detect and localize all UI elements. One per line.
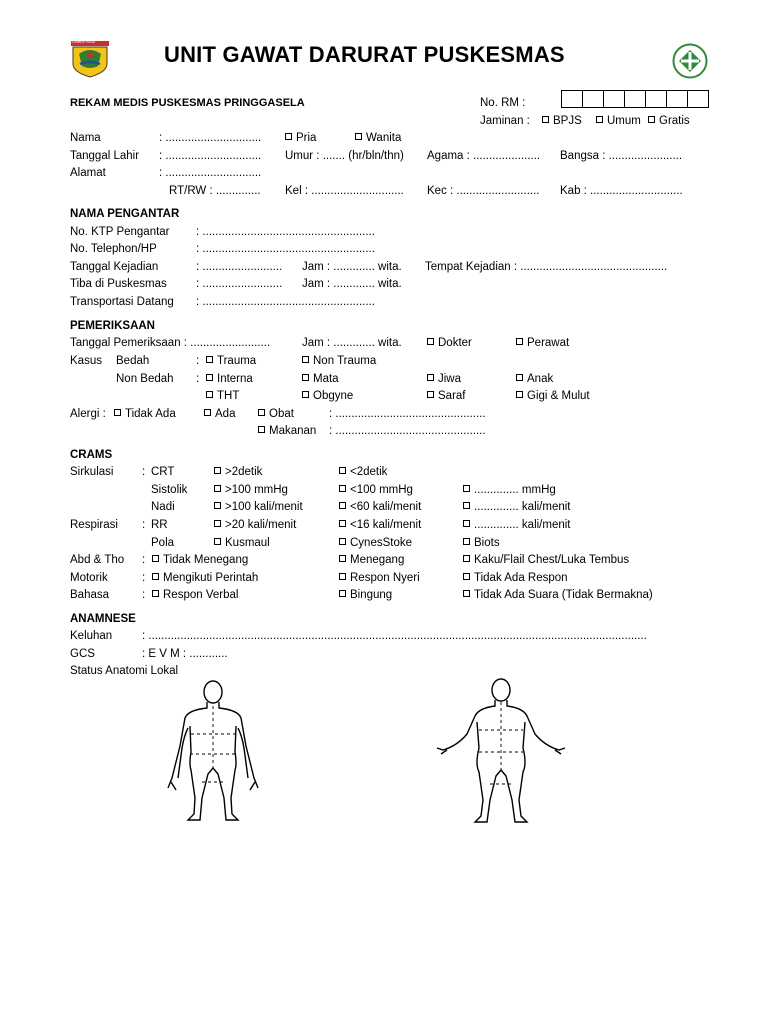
option-label: Perawat (527, 337, 570, 349)
option-label: Wanita (366, 132, 402, 144)
option-label: >100 kali/menit (225, 501, 303, 513)
alergi-obat-field[interactable]: : ............................................... (329, 408, 486, 420)
option-crt-lt2[interactable] (339, 465, 387, 479)
option-gigi-mulut[interactable] (516, 389, 590, 403)
option-rr-gt20[interactable] (214, 518, 296, 532)
no-rm-boxes[interactable] (562, 90, 709, 108)
option-tidak-ada-respon[interactable] (463, 571, 568, 585)
checkbox-icon[interactable] (339, 590, 346, 597)
body-back-diagram[interactable] (433, 676, 569, 826)
option-perawat[interactable] (516, 336, 569, 350)
option-label: Kusmaul (225, 537, 270, 549)
checkbox-icon[interactable] (355, 133, 362, 140)
kab-field[interactable]: Kab : ............................. (560, 185, 683, 197)
alamat-field[interactable]: : .............................. (159, 167, 262, 179)
no-rm-digit[interactable] (666, 90, 688, 108)
option-menegang[interactable] (339, 553, 404, 567)
option-label: Gratis (659, 115, 690, 127)
jaminan-gratis[interactable] (648, 114, 690, 128)
option-mata[interactable] (302, 372, 339, 386)
colon: : (142, 466, 146, 478)
option-tht[interactable] (206, 389, 239, 403)
gender-pria[interactable] (285, 131, 316, 145)
keluhan-label: Keluhan (70, 630, 113, 642)
transport-label: Transportasi Datang (70, 296, 174, 308)
option-label: <60 kali/menit (350, 501, 422, 513)
option-alergi-obat[interactable] (258, 407, 294, 421)
option-label: Bingung (350, 589, 393, 601)
abd-tho-label: Abd & Tho (70, 554, 125, 566)
option-label: >20 kali/menit (225, 519, 297, 531)
tempat-kejadian-field[interactable]: Tempat Kejadian : .............................................. (425, 261, 668, 273)
checkbox-icon[interactable] (206, 391, 213, 398)
checkbox-icon[interactable] (114, 409, 121, 416)
option-non-trauma[interactable] (302, 354, 376, 368)
rtrw-field[interactable]: RT/RW : .............. (169, 185, 261, 197)
tgl-lahir-label: Tanggal Lahir (70, 150, 140, 162)
checkbox-icon[interactable] (463, 538, 470, 545)
telp-label: No. Telephon/HP (70, 243, 157, 255)
checkbox-icon[interactable] (214, 485, 221, 492)
tiba-label: Tiba di Puskesmas (70, 278, 167, 290)
no-rm-digit[interactable] (687, 90, 709, 108)
checkbox-icon[interactable] (463, 573, 470, 580)
colon: : (196, 355, 200, 367)
option-rr-other[interactable] (463, 518, 571, 532)
option-label: BPJS (553, 115, 582, 127)
option-label: Tidak Ada (125, 408, 176, 420)
checkbox-icon[interactable] (214, 520, 221, 527)
checkbox-icon[interactable] (339, 467, 346, 474)
no-rm-digit[interactable] (624, 90, 646, 108)
option-nadi-other[interactable] (463, 500, 571, 514)
pola-label: Pola (151, 537, 175, 549)
checkbox-icon[interactable] (463, 502, 470, 509)
jaminan-umum[interactable] (596, 114, 641, 128)
kasus-label: Kasus (70, 355, 102, 367)
checkbox-icon[interactable] (152, 590, 159, 597)
page-title: UNIT GAWAT DARURAT PUSKESMAS (164, 42, 565, 67)
body-front-diagram[interactable] (158, 678, 268, 826)
bedah-label: Bedah (116, 355, 150, 367)
option-label: Makanan (269, 425, 317, 437)
option-label: Biots (474, 537, 500, 549)
checkbox-icon[interactable] (339, 520, 346, 527)
checkbox-icon[interactable] (596, 116, 603, 123)
no-rm-digit[interactable] (645, 90, 667, 108)
option-tidak-menegang[interactable] (152, 553, 248, 567)
alamat-label: Alamat (70, 167, 106, 179)
checkbox-icon[interactable] (427, 338, 434, 345)
option-alergi-ada[interactable] (204, 407, 235, 421)
umur-field[interactable]: Umur : ....... (hr/bln/thn) (285, 150, 404, 162)
jam-tiba-field[interactable]: Jam : ............. wita. (302, 278, 402, 290)
checkbox-icon[interactable] (516, 374, 523, 381)
option-label: Jiwa (438, 373, 462, 385)
crt-label: CRT (151, 466, 175, 478)
tgl-lahir-field[interactable]: : .............................. (159, 150, 262, 162)
option-label: <16 kali/menit (350, 519, 422, 531)
option-sistolik-lt100[interactable] (339, 483, 413, 497)
tgl-pemeriksaan-field[interactable]: Tanggal Pemeriksaan : ......................... (70, 337, 271, 349)
option-label: Umum (607, 115, 641, 127)
checkbox-icon[interactable] (339, 573, 346, 580)
ktp-label: No. KTP Pengantar (70, 226, 170, 238)
option-alergi-makanan[interactable] (258, 424, 316, 438)
option-label: Tidak Ada Suara (Tidak Bermakna) (474, 589, 653, 601)
checkbox-icon[interactable] (302, 374, 309, 381)
telp-field[interactable]: : ...................................................... (196, 243, 375, 255)
option-cynesstoke[interactable] (339, 536, 412, 550)
checkbox-icon[interactable] (302, 356, 309, 363)
motorik-label: Motorik (70, 572, 108, 584)
option-tidak-ada-suara[interactable] (463, 588, 653, 602)
status-anatomi-label: Status Anatomi Lokal (70, 665, 179, 677)
jam-kejadian-field[interactable]: Jam : ............. wita. (302, 261, 402, 273)
option-saraf[interactable] (427, 389, 466, 403)
checkbox-icon[interactable] (339, 555, 346, 562)
option-trauma[interactable] (206, 354, 256, 368)
pemeriksaan-heading: PEMERIKSAAN (70, 320, 155, 332)
option-mengikuti-perintah[interactable] (152, 571, 258, 585)
checkbox-icon[interactable] (427, 374, 434, 381)
option-label: Respon Nyeri (350, 572, 420, 584)
checkbox-icon[interactable] (214, 467, 221, 474)
option-interna[interactable] (206, 372, 253, 386)
option-label: Non Trauma (313, 355, 377, 367)
option-alergi-tidak-ada[interactable] (114, 407, 176, 421)
option-label: Dokter (438, 337, 472, 349)
regency-logo (70, 40, 110, 78)
nama-field[interactable]: : .............................. (159, 132, 262, 144)
transport-field[interactable]: : ...................................................... (196, 296, 375, 308)
option-respon-nyeri[interactable] (339, 571, 420, 585)
checkbox-icon[interactable] (427, 391, 434, 398)
nadi-label: Nadi (151, 501, 175, 513)
agama-field[interactable]: Agama : ..................... (427, 150, 541, 162)
checkbox-icon[interactable] (516, 391, 523, 398)
sistolik-label: Sistolik (151, 484, 188, 496)
no-rm-digit[interactable] (561, 90, 583, 108)
tgl-kejadian-field[interactable]: : ......................... (196, 261, 283, 273)
option-nadi-lt60[interactable] (339, 500, 421, 514)
option-label: Gigi & Mulut (527, 390, 590, 402)
alergi-label: Alergi : (70, 408, 106, 420)
option-anak[interactable] (516, 372, 553, 386)
option-obgyne[interactable] (302, 389, 353, 403)
option-label: Ada (215, 408, 236, 420)
checkbox-icon[interactable] (516, 338, 523, 345)
checkbox-icon[interactable] (463, 590, 470, 597)
crams-heading: CRAMS (70, 449, 113, 461)
option-rr-lt16[interactable] (339, 518, 421, 532)
option-respon-verbal[interactable] (152, 588, 238, 602)
anamnese-heading: ANAMNESE (70, 613, 136, 625)
checkbox-icon[interactable] (339, 538, 346, 545)
rr-label: RR (151, 519, 168, 531)
colon: : (142, 519, 146, 531)
gcs-field[interactable]: : E V M : ............ (142, 648, 228, 660)
option-label: .............. kali/menit (474, 501, 571, 513)
checkbox-icon[interactable] (463, 520, 470, 527)
option-label: Kaku/Flail Chest/Luka Tembus (474, 554, 630, 566)
option-label: THT (217, 390, 240, 402)
option-nadi-gt100[interactable] (214, 500, 303, 514)
checkbox-icon[interactable] (463, 485, 470, 492)
option-label: <100 mmHg (350, 484, 413, 496)
checkbox-icon[interactable] (339, 502, 346, 509)
pengantar-heading: NAMA PENGANTAR (70, 208, 180, 220)
keluhan-field[interactable]: : ............................................................................................................................................................ (142, 630, 647, 642)
option-biots[interactable] (463, 536, 500, 550)
option-label: Saraf (438, 390, 466, 402)
gender-wanita[interactable] (355, 131, 401, 145)
option-kaku[interactable] (463, 553, 629, 567)
checkbox-icon[interactable] (542, 116, 549, 123)
alergi-makanan-field[interactable]: : ............................................... (329, 425, 486, 437)
checkbox-icon[interactable] (214, 538, 221, 545)
option-label: Tidak Menegang (163, 554, 249, 566)
option-crt-gt2[interactable] (214, 465, 262, 479)
option-label: Obat (269, 408, 294, 420)
option-label: Menegang (350, 554, 405, 566)
checkbox-icon[interactable] (152, 573, 159, 580)
option-label: CynesStoke (350, 537, 413, 549)
option-sistolik-other[interactable] (463, 483, 556, 497)
jam-pemeriksaan-field[interactable]: Jam : ............. wita. (302, 337, 402, 349)
checkbox-icon[interactable] (339, 485, 346, 492)
option-label: Interna (217, 373, 253, 385)
ktp-field[interactable]: : ...................................................... (196, 226, 375, 238)
option-label: >100 mmHg (225, 484, 288, 496)
colon: : (142, 554, 146, 566)
respirasi-label: Respirasi (70, 519, 118, 531)
nama-label: Nama (70, 132, 101, 144)
puskesmas-logo (671, 42, 709, 80)
checkbox-icon[interactable] (214, 502, 221, 509)
option-label: Mata (313, 373, 339, 385)
option-dokter[interactable] (427, 336, 472, 350)
checkbox-icon[interactable] (285, 133, 292, 140)
bangsa-field[interactable]: Bangsa : ....................... (560, 150, 683, 162)
checkbox-icon[interactable] (206, 374, 213, 381)
colon: : (142, 572, 146, 584)
option-label: Obgyne (313, 390, 354, 402)
no-rm-digit[interactable] (582, 90, 604, 108)
checkbox-icon[interactable] (258, 409, 265, 416)
option-kusmaul[interactable] (214, 536, 270, 550)
checkbox-icon[interactable] (648, 116, 655, 123)
kec-field[interactable]: Kec : .......................... (427, 185, 540, 197)
kel-field[interactable]: Kel : ............................. (285, 185, 404, 197)
logo-caption: LOMBOK TIMUR (72, 40, 96, 44)
checkbox-icon[interactable] (463, 555, 470, 562)
option-bingung[interactable] (339, 588, 392, 602)
option-label: >2detik (225, 466, 263, 478)
tiba-field[interactable]: : ......................... (196, 278, 283, 290)
option-label: Anak (527, 373, 554, 385)
checkbox-icon[interactable] (302, 391, 309, 398)
no-rm-label: No. RM : (480, 97, 526, 109)
option-label: <2detik (350, 466, 388, 478)
option-label: .............. kali/menit (474, 519, 571, 531)
tgl-kejadian-label: Tanggal Kejadian (70, 261, 159, 273)
colon: : (196, 373, 200, 385)
checkbox-icon[interactable] (258, 426, 265, 433)
option-sistolik-gt100[interactable] (214, 483, 288, 497)
colon: : (142, 589, 146, 601)
checkbox-icon[interactable] (152, 555, 159, 562)
non-bedah-label: Non Bedah (116, 373, 174, 385)
checkbox-icon[interactable] (206, 356, 213, 363)
bahasa-label: Bahasa (70, 589, 110, 601)
option-label: Pria (296, 132, 317, 144)
option-label: .............. mmHg (474, 484, 556, 496)
option-label: Respon Verbal (163, 589, 239, 601)
jaminan-label: Jaminan : (480, 115, 530, 127)
option-jiwa[interactable] (427, 372, 461, 386)
sirkulasi-label: Sirkulasi (70, 466, 114, 478)
no-rm-digit[interactable] (603, 90, 625, 108)
form-subtitle: REKAM MEDIS PUSKESMAS PRINGGASELA (70, 97, 305, 109)
option-label: Tidak Ada Respon (474, 572, 568, 584)
option-label: Trauma (217, 355, 257, 367)
checkbox-icon[interactable] (204, 409, 211, 416)
option-label: Mengikuti Perintah (163, 572, 259, 584)
gcs-label: GCS (70, 648, 95, 660)
jaminan-bpjs[interactable] (542, 114, 582, 128)
